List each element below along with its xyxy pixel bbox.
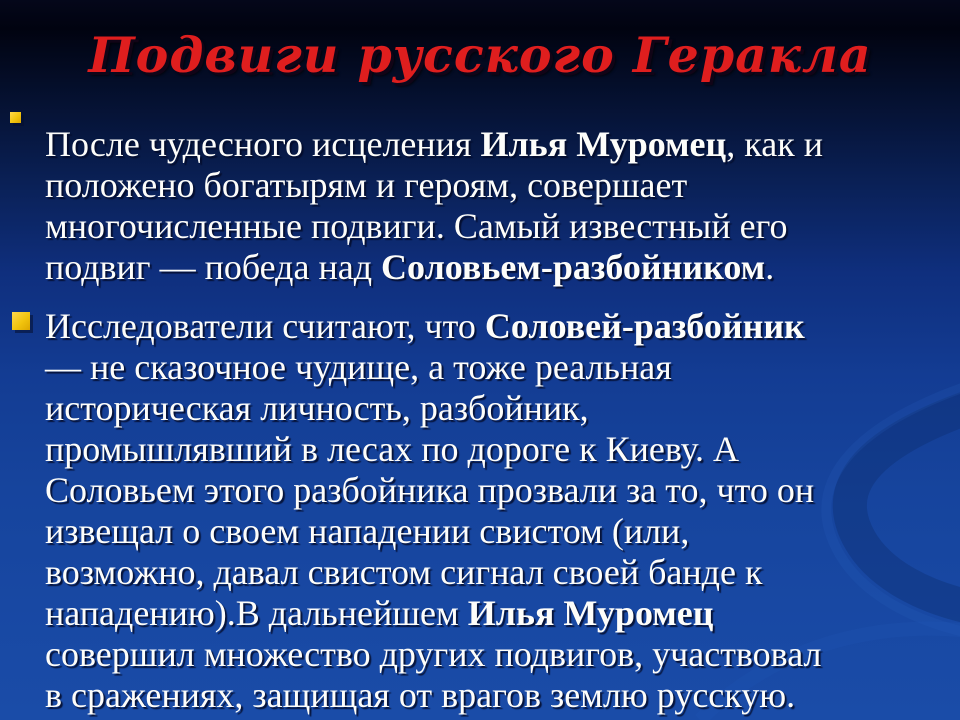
text-line bbox=[45, 552, 821, 593]
text-line bbox=[45, 347, 821, 388]
bold-text-segment: Илья Муромец bbox=[467, 593, 714, 633]
text-segment: совершил множество других подвигов, участвовал bbox=[45, 634, 822, 674]
text-line bbox=[45, 388, 821, 429]
text-segment: нападению).В дальнейшем bbox=[45, 593, 468, 633]
text-segment: Соловьем этого разбойника прозвали за то, что он bbox=[45, 470, 815, 510]
text-segment: подвиг — победа над bbox=[45, 247, 382, 287]
text-line bbox=[45, 511, 821, 552]
text-segment: извещал о своем нападении свистом (или, bbox=[45, 511, 690, 551]
text-segment: в сражениях, защищая от врагов землю русскую. bbox=[45, 675, 796, 715]
bullet-paragraph bbox=[45, 306, 821, 716]
text-segment: — не сказочное чудище, а тоже реальная bbox=[45, 347, 672, 387]
slide-title: Подвиги русского Геракла bbox=[88, 26, 872, 84]
text-line bbox=[45, 675, 821, 716]
text-segment: . bbox=[765, 247, 775, 287]
text-line bbox=[45, 429, 821, 470]
bold-text-segment: Илья Муромец bbox=[480, 124, 727, 164]
bullet-square-icon bbox=[12, 312, 30, 330]
text-line bbox=[45, 306, 821, 347]
text-line bbox=[45, 124, 823, 165]
text-segment: многочисленные подвиги. Самый известный его bbox=[45, 206, 788, 246]
text-segment: Исследователи считают, что bbox=[45, 306, 485, 346]
bold-text-segment: Соловьем-разбойником bbox=[381, 247, 766, 287]
text-line bbox=[45, 206, 823, 247]
text-segment: историческая личность, разбойник, bbox=[45, 388, 589, 428]
text-line bbox=[45, 247, 823, 288]
text-line bbox=[45, 593, 821, 634]
bullet-square-icon bbox=[10, 112, 21, 123]
text-segment: возможно, давал свистом сигнал своей банде к bbox=[45, 552, 763, 592]
bold-text-segment: Соловей-разбойник bbox=[484, 306, 805, 346]
text-line bbox=[45, 470, 821, 511]
text-line bbox=[45, 634, 821, 675]
text-segment: После чудесного исцеления bbox=[45, 124, 481, 164]
text-segment: , как и bbox=[726, 124, 823, 164]
bullet-paragraph bbox=[45, 124, 823, 288]
text-line bbox=[45, 165, 823, 206]
text-segment: положено богатырям и героям, совершает bbox=[45, 165, 688, 205]
text-segment: промышлявший в лесах по дороге к Киеву. А bbox=[45, 429, 740, 469]
